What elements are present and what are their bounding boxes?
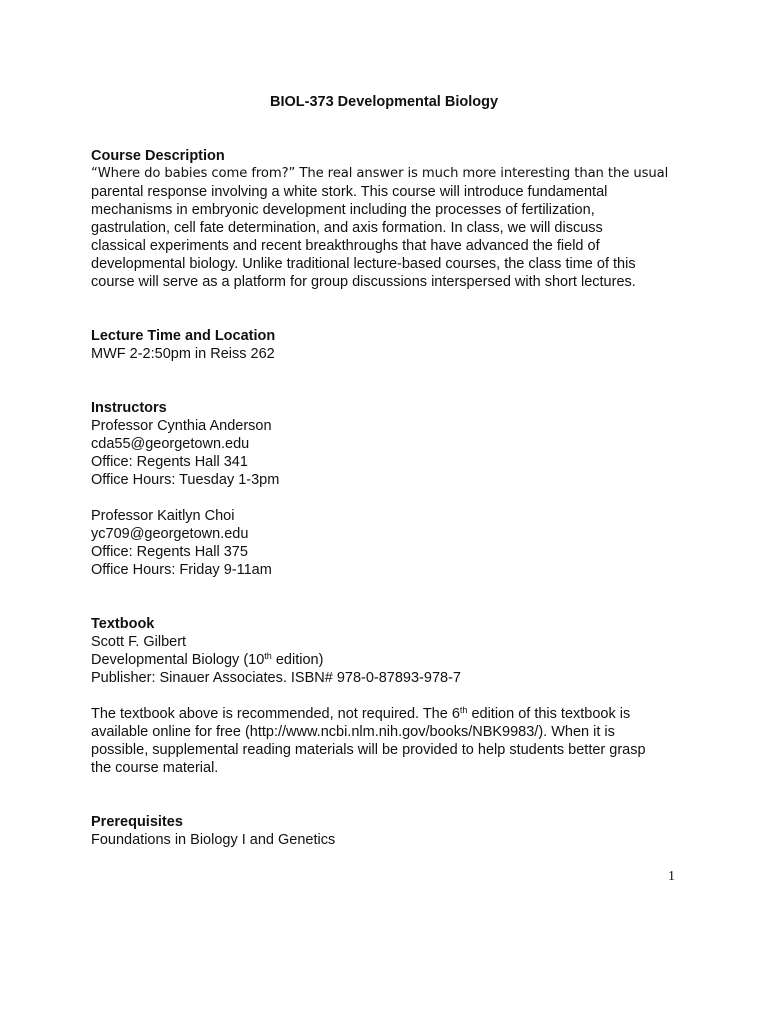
textbook-note-superscript: th: [459, 705, 468, 715]
instructor-office: Office: Regents Hall 341: [91, 454, 248, 470]
page-number: 1: [668, 869, 675, 884]
textbook-title: [91, 651, 681, 669]
course-description-line: classical experiments and recent breakthroughs that have advanced the field of: [91, 238, 600, 254]
course-description-line: gastrulation, cell fate determination, and axis formation. In class, we will discuss: [91, 220, 603, 236]
prerequisites-section: [91, 813, 681, 849]
instructor-email: cda55@georgetown.edu: [91, 436, 250, 452]
course-description-line: “Where do babies come from?” The real answer is much more interesting than the usual: [91, 166, 669, 181]
lecture-time-location: MWF 2-2:50pm in Reiss 262: [91, 346, 275, 362]
instructor-office: Office: Regents Hall 375: [91, 544, 248, 560]
document-title: BIOL-373 Developmental Biology: [269, 94, 499, 110]
textbook-note-text: The textbook above is recommended, not required. The 6: [91, 706, 460, 722]
textbook-note-text-suffix: edition of this textbook is: [467, 706, 631, 722]
instructor-office-hours: Office Hours: Friday 9-11am: [91, 562, 272, 578]
textbook-note-line: [91, 705, 681, 723]
lecture-heading: Lecture Time and Location: [91, 328, 276, 344]
textbook-title-suffix: edition): [271, 652, 324, 668]
instructor-name: Professor Cynthia Anderson: [91, 418, 272, 434]
textbook-heading: Textbook: [91, 616, 155, 632]
textbook-note-line: possible, supplemental reading materials will be provided to help students better grasp: [91, 742, 646, 758]
textbook-note-line: available online for free (http://www.ncbi.nlm.nih.gov/books/NBK9983/). When it is: [91, 724, 615, 740]
textbook-author: Scott F. Gilbert: [91, 634, 187, 650]
prerequisites-heading: Prerequisites: [91, 814, 183, 830]
course-description-heading: Course Description: [91, 148, 225, 164]
textbook-title-main: Developmental Biology (10: [91, 652, 265, 668]
document-body: [91, 147, 681, 849]
instructors-heading: Instructors: [91, 400, 167, 416]
textbook-edition-superscript: th: [264, 651, 272, 661]
textbook-publisher: Publisher: Sinauer Associates. ISBN# 978-0-87893-978-7: [91, 670, 461, 686]
textbook-note-line: the course material.: [91, 760, 219, 776]
lecture-section: [91, 327, 681, 363]
course-description-line: developmental biology. Unlike traditional lecture-based courses, the class time of this: [91, 256, 636, 272]
instructors-section: [91, 399, 681, 579]
course-description-line: parental response involving a white stork. This course will introduce fundamental: [91, 184, 608, 200]
course-description-line: course will serve as a platform for group discussions interspersed with short lectures.: [91, 274, 636, 290]
course-description-section: [91, 147, 681, 291]
course-description-line: mechanisms in embryonic development including the processes of fertilization,: [91, 202, 595, 218]
instructor-email: yc709@georgetown.edu: [91, 526, 249, 542]
prerequisites-value: Foundations in Biology I and Genetics: [91, 832, 336, 848]
instructor-office-hours: Office Hours: Tuesday 1-3pm: [91, 472, 280, 488]
textbook-section: [91, 615, 681, 777]
instructor-name: Professor Kaitlyn Choi: [91, 508, 235, 524]
